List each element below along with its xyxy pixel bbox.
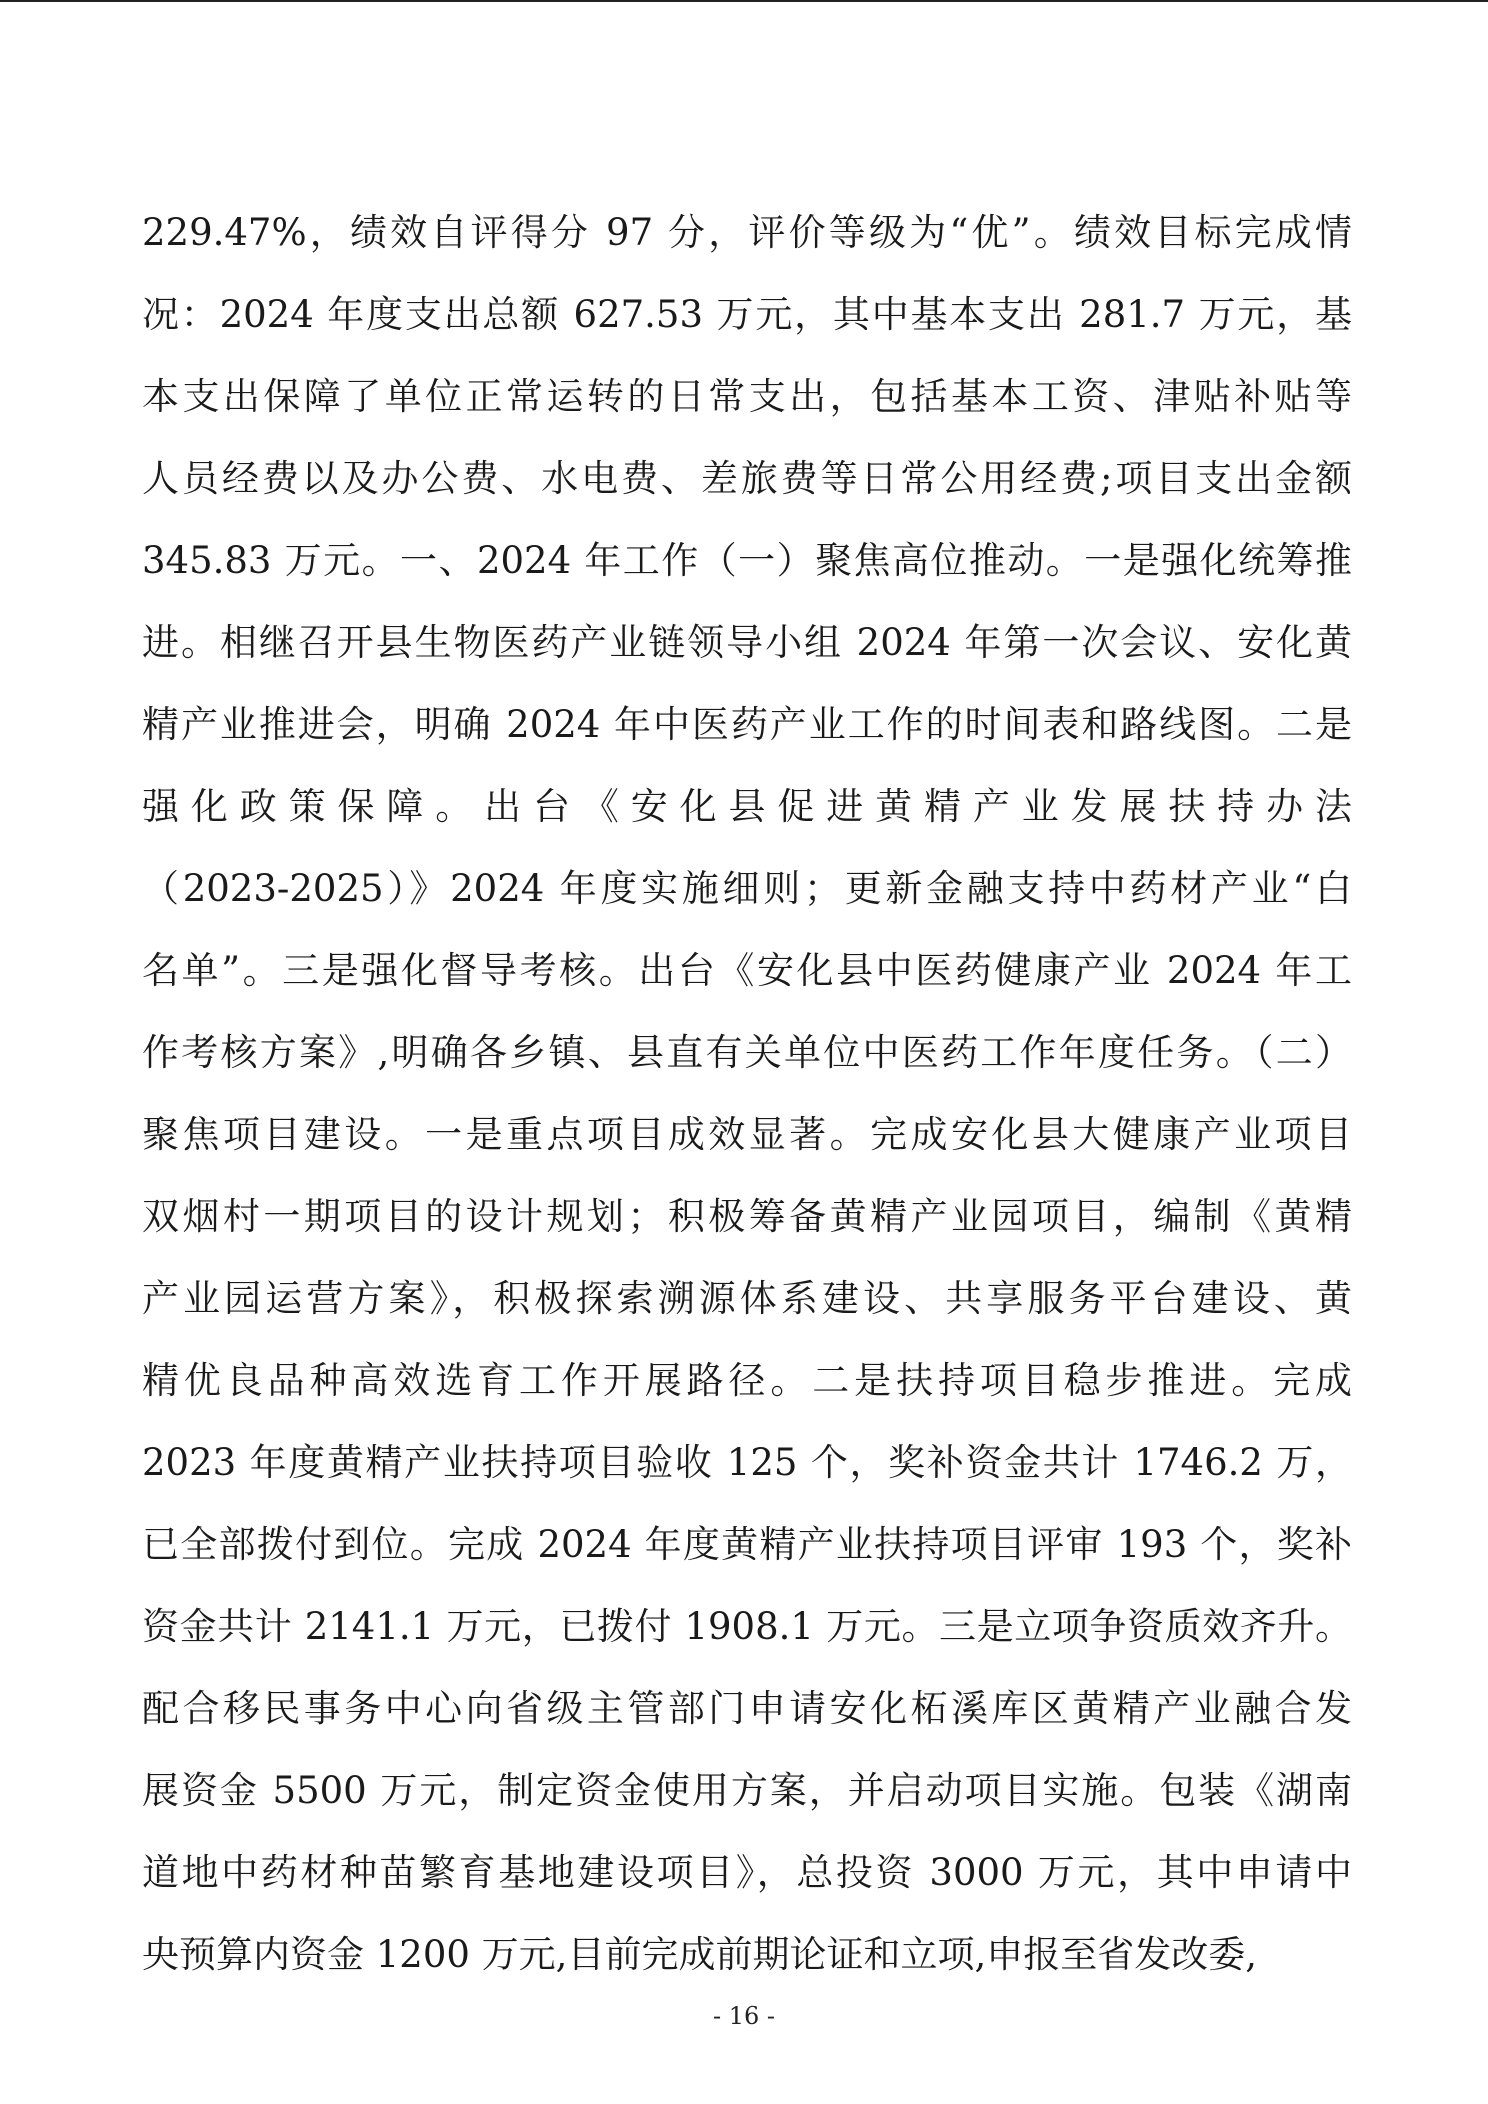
text-line: 229.47%，绩效自评得分 97 分，评价等级为“优”。绩效目标完成情 [142,211,1352,254]
text-line: 资金共计 2141.1 万元，已拨付 1908.1 万元。三是立项争资质效齐升。 [142,1605,1352,1648]
text-line: 展资金 5500 万元，制定资金使用方案，并启动项目实施。包装《湖南 [142,1769,1352,1812]
text-line: 配合移民事务中心向省级主管部门申请安化柘溪库区黄精产业融合发 [142,1687,1352,1730]
text-line: 345.83 万元。一、2024 年工作（一）聚焦高位推动。一是强化统筹推 [142,539,1352,582]
page-number: - 16 - [712,2002,775,2030]
text-line: （2023-2025）》2024 年度实施细则；更新金融支持中药材产业“白 [142,867,1352,910]
text-line: 精优良品种高效选育工作开展路径。二是扶持项目稳步推进。完成 [142,1359,1352,1402]
text-line: 进。相继召开县生物医药产业链领导小组 2024 年第一次会议、安化黄 [142,621,1352,664]
text-line: 道地中药材种苗繁育基地建设项目》，总投资 3000 万元，其中申请中 [142,1851,1352,1894]
text-line: 本支出保障了单位正常运转的日常支出，包括基本工资、津贴补贴等 [142,375,1352,418]
text-line: 作考核方案》,明确各乡镇、县直有关单位中医药工作年度任务。（二） [142,1031,1352,1074]
text-line: 强化政策保障。出台《安化县促进黄精产业发展扶持办法 [142,785,1352,828]
text-line: 产业园运营方案》，积极探索溯源体系建设、共享服务平台建设、黄 [142,1277,1352,1320]
text-line: 已全部拨付到位。完成 2024 年度黄精产业扶持项目评审 193 个，奖补 [142,1523,1352,1566]
text-line: 人员经费以及办公费、水电费、差旅费等日常公用经费;项目支出金额 [142,457,1352,500]
text-line: 名单”。三是强化督导考核。出台《安化县中医药健康产业 2024 年工 [142,949,1352,992]
body-text [142,192,1352,1996]
text-line: 况：2024 年度支出总额 627.53 万元，其中基本支出 281.7 万元，基 [142,293,1352,336]
text-line: 聚焦项目建设。一是重点项目成效显著。完成安化县大健康产业项目 [142,1113,1352,1156]
text-line: 双烟村一期项目的设计规划；积极筹备黄精产业园项目，编制《黄精 [142,1195,1352,1238]
text-line: 精产业推进会，明确 2024 年中医药产业工作的时间表和路线图。二是 [142,703,1352,746]
text-line: 央预算内资金 1200 万元,目前完成前期论证和立项,申报至省发改委, [142,1933,1257,1976]
text-line: 2023 年度黄精产业扶持项目验收 125 个，奖补资金共计 1746.2 万， [142,1441,1352,1484]
